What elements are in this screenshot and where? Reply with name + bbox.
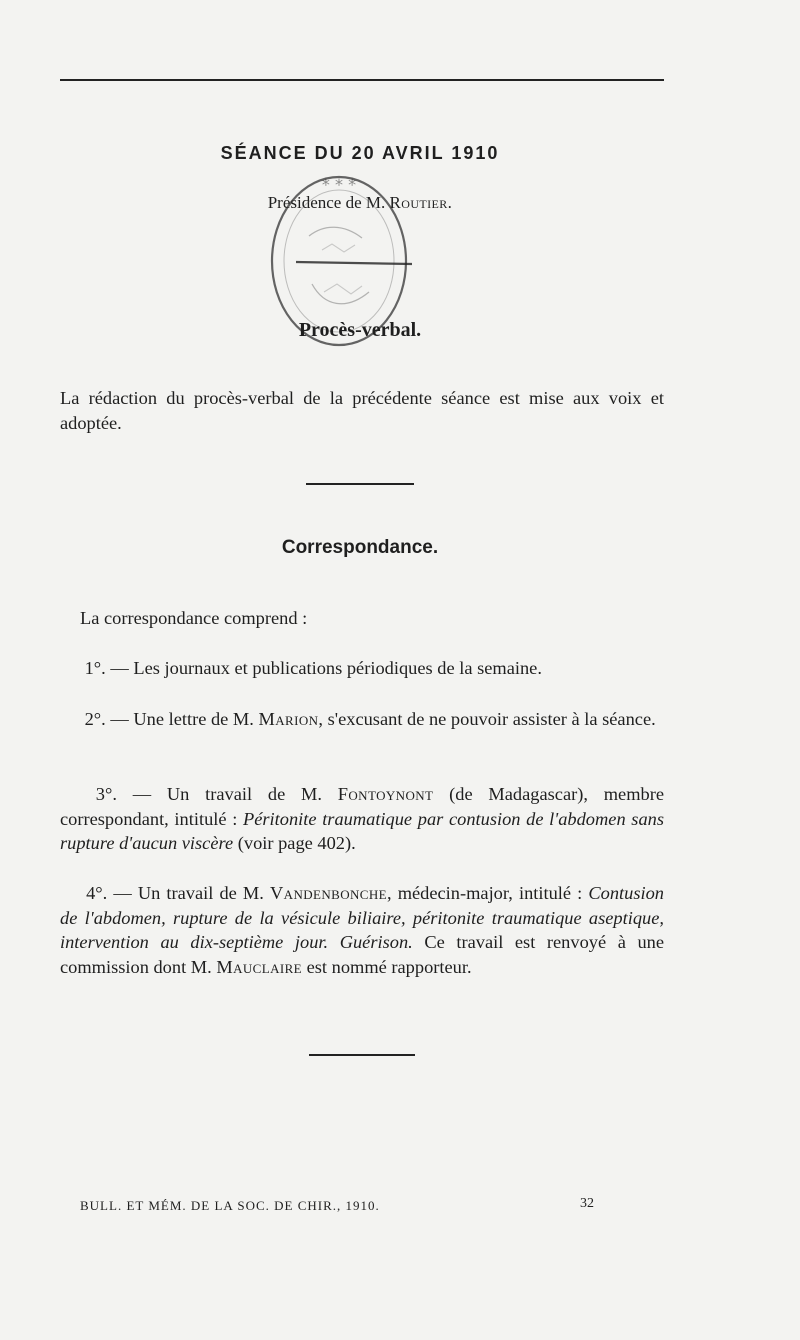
item-text-after-name: , médecin-major, intitulé : xyxy=(387,883,589,903)
item-text-before-name: — Une lettre de M. xyxy=(110,709,254,729)
page-title: SÉANCE DU 20 AVRIL 1910 xyxy=(220,143,500,163)
item-number: 1°. xyxy=(84,658,106,678)
correspondance-item-4 xyxy=(60,881,664,979)
item-tail: (voir page 402). xyxy=(233,833,356,853)
proces-verbal-paragraph: La rédaction du procès-verbal de la précédente séance est mise aux voix et adoptée. xyxy=(60,388,664,433)
section-divider xyxy=(306,483,414,485)
item-number: 2°. xyxy=(84,709,106,729)
author-name: Vandenbonche xyxy=(269,883,387,903)
item-text-after-name: (de Madagascar), membre correspondant, intitulé : xyxy=(60,784,664,829)
item-text-before-name: — Un travail de M. xyxy=(113,883,264,903)
rapporteur-name: Mauclaire xyxy=(216,956,303,977)
author-name: Fontoynont xyxy=(337,784,434,804)
correspondance-intro: La correspondance comprend : xyxy=(80,608,308,628)
item-number: 3°. xyxy=(95,784,117,804)
work-title: Contusion de l'abdomen, rupture de la vésicule biliaire, péritonite traumatique aseptique, intervention au dix-septième jour. Guérison. xyxy=(60,883,664,952)
proces-verbal-heading: Procès-verbal. xyxy=(298,319,422,341)
work-title: Péritonite traumatique par contusion de l'abdomen sans rupture d'aucun viscère xyxy=(60,808,665,853)
correspondance-item-3 xyxy=(60,782,664,856)
presidence-name: Routier. xyxy=(389,193,453,212)
item-text: — Les journaux et publications périodiques de la semaine. xyxy=(110,658,542,678)
item-tail: est nommé rapporteur. xyxy=(302,956,472,977)
presidence-line xyxy=(0,193,720,213)
top-rule xyxy=(60,79,664,81)
item-number: 4°. xyxy=(86,883,108,903)
svg-text:* * *: * * * xyxy=(321,175,357,194)
item-text-after-name: , s'excusant de ne pouvoir assister à la séance. xyxy=(318,709,656,729)
item-middle: Ce travail est renvoyé à une commission dont M. xyxy=(60,932,664,977)
bottom-divider xyxy=(309,1054,415,1056)
footer-journal: BULL. ET MÉM. DE LA SOC. DE CHIR., 1910. xyxy=(80,1198,380,1213)
author-name: Marion xyxy=(258,709,319,729)
page-number: 32 xyxy=(580,1196,594,1211)
item-text-before-name: — Un travail de M. xyxy=(132,784,322,804)
correspondance-item-1 xyxy=(60,656,664,681)
correspondance-heading: Correspondance. xyxy=(281,537,439,558)
correspondance-item-2 xyxy=(60,707,664,732)
presidence-prefix: Présidence de M. xyxy=(267,193,386,212)
